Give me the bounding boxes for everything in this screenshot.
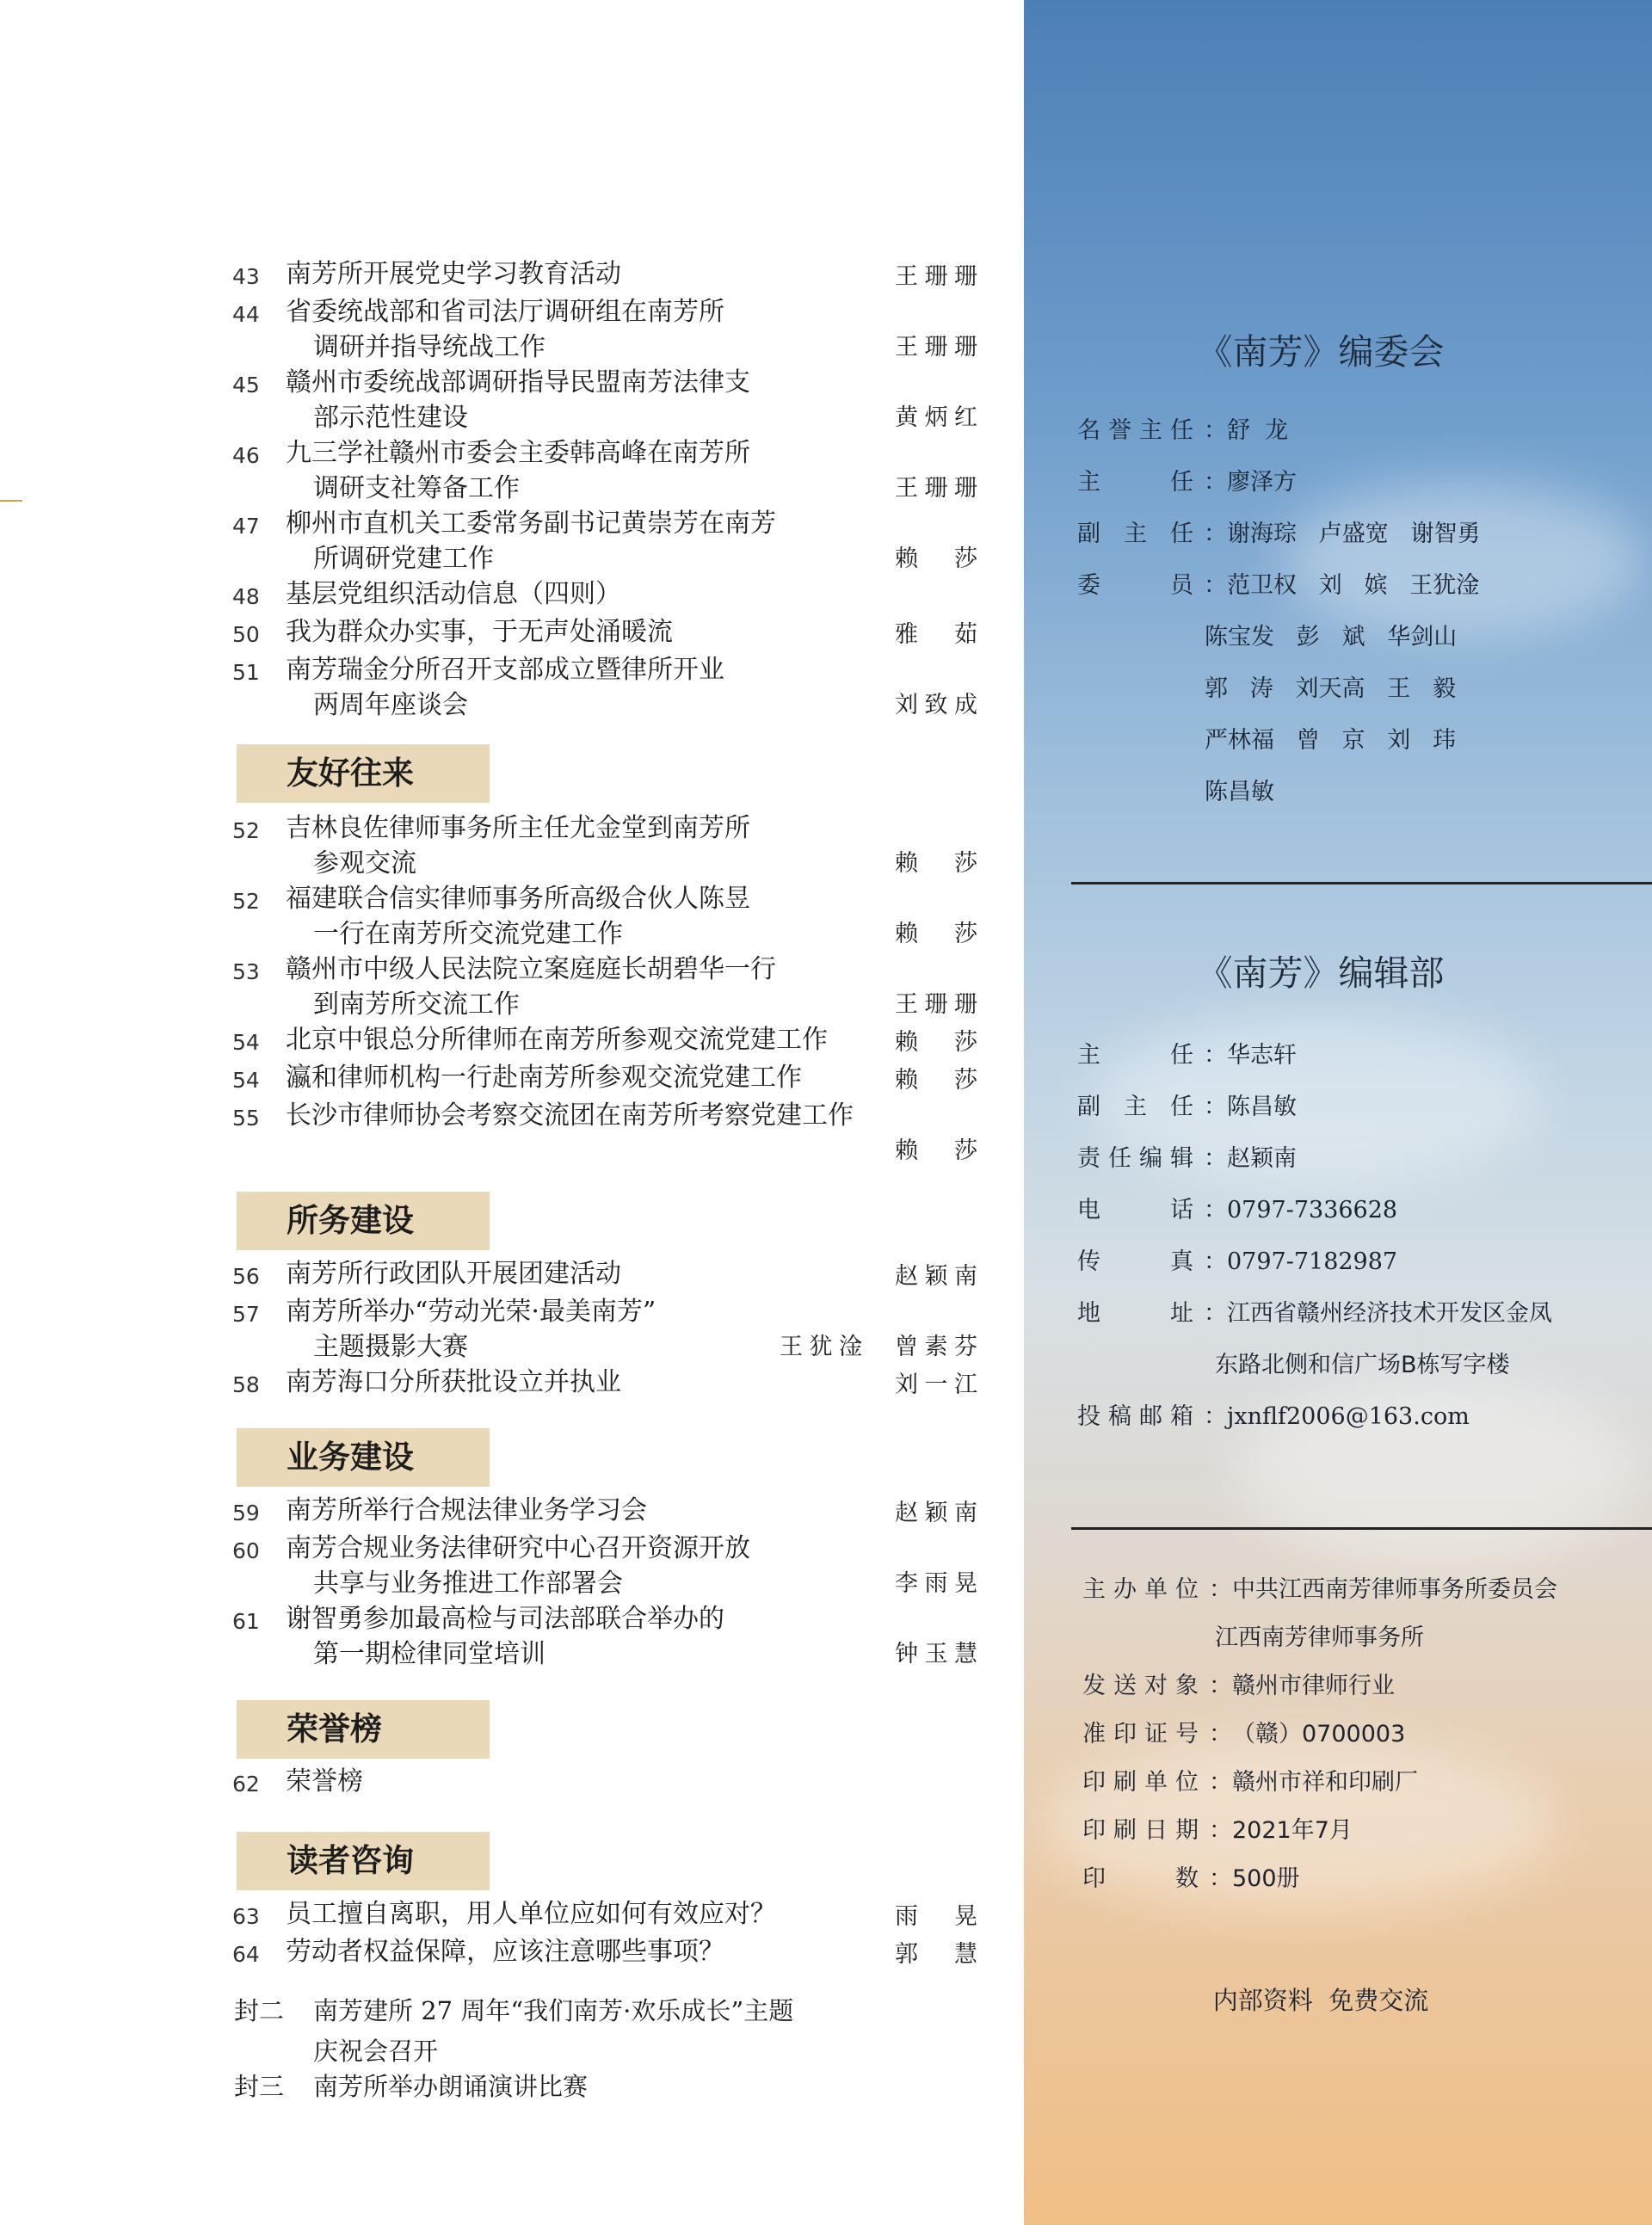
entry-author: 赖 莎: [895, 1137, 977, 1164]
entry-title: 我为群众办实事，于无声处涌暖流: [286, 617, 673, 647]
toc-group-honor: [232, 1764, 977, 1802]
toc-entry[interactable]: [232, 506, 977, 576]
page-number: 54: [232, 1030, 260, 1055]
masthead-panel: [1024, 0, 1652, 2225]
entry-author: 刘一江: [895, 1371, 977, 1398]
editorial-title: 《南芳》编辑部: [1197, 952, 1445, 994]
toc-entry[interactable]: [232, 256, 977, 294]
editorial-email-row: 投稿邮箱 ： jxnflf2006@163.com: [1077, 1400, 1470, 1434]
entry-author: 王珊珊: [895, 263, 977, 290]
page-number: 47: [232, 514, 260, 539]
entry-title: 吉林良佐律师事务所主任尤金堂到南芳所: [286, 813, 750, 843]
row-value: 谢海琮 卢盛宽 谢智勇: [1227, 521, 1481, 547]
page-number: 50: [232, 622, 260, 647]
toc-entry[interactable]: [232, 576, 977, 614]
entry-title: 劳动者权益保障，应该注意哪些事项？: [286, 1937, 724, 1967]
page-number: 58: [232, 1372, 260, 1397]
entry-title-line2: 调研并指导统战工作: [313, 332, 546, 362]
cover-two-entry[interactable]: [234, 1991, 793, 2072]
page-number: 61: [232, 1609, 260, 1634]
entry-title: 荣誉榜: [286, 1766, 363, 1797]
entry-title: 南芳所举行合规法律业务学习会: [286, 1495, 647, 1525]
entry-author: 王珊珊: [895, 475, 977, 502]
cover-tag: 封二: [234, 1996, 285, 2025]
section-heading-honor: 荣誉榜: [237, 1700, 490, 1759]
toc-entry[interactable]: [232, 1022, 977, 1060]
editorial-phone-row: 电话 ： 0797-7336628: [1077, 1193, 1397, 1228]
entry-title: 员工擅自离职，用人单位应如何有效应对？: [286, 1899, 776, 1929]
cover-title: 南芳所举办朗诵演讲比赛: [313, 2072, 589, 2101]
entry-title: 南芳合规业务法律研究中心召开资源开放: [286, 1533, 750, 1563]
cloud-decoration: [1282, 482, 1643, 637]
toc-group-party-building: [232, 256, 977, 723]
row-value: 华志轩: [1227, 1042, 1297, 1069]
editorial-director-row: 主任 ： 华志轩: [1077, 1039, 1297, 1073]
row-value: （赣）0700003: [1232, 1721, 1406, 1747]
page-number: 54: [232, 1068, 260, 1093]
entry-title-line2: 第一期检律同堂培训: [313, 1639, 546, 1669]
entry-title-line2: 主题摄影大赛: [313, 1332, 468, 1362]
editorial-vice-row: 副主任 ： 陈昌敏: [1077, 1090, 1297, 1125]
publisher-host-row: 主办单位 ： 中共江西南芳律师事务所委员会: [1082, 1573, 1557, 1607]
page-number: 60: [232, 1538, 260, 1563]
entry-title: 南芳瑞金分所召开支部成立暨律所开业: [286, 655, 724, 685]
row-label: 主办单位: [1082, 1576, 1199, 1603]
toc-entry[interactable]: [232, 1601, 977, 1672]
row-label: 印刷单位: [1082, 1769, 1199, 1796]
editorial-address-row2: [1215, 1348, 1510, 1383]
page-number: 55: [232, 1106, 260, 1131]
toc-entry[interactable]: [232, 952, 977, 1022]
entry-title: 瀛和律师机构一行赴南芳所参观交流党建工作: [286, 1063, 802, 1093]
committee-members-row: [1205, 724, 1456, 758]
entry-author: 钟玉慧: [895, 1641, 977, 1667]
entry-title-line2: 两周年座谈会: [313, 690, 468, 720]
row-label: 印数: [1082, 1865, 1199, 1892]
entry-author: 曾素芬: [895, 1334, 977, 1360]
row-label: 准印证号: [1082, 1721, 1199, 1747]
page-number: 45: [232, 373, 260, 398]
toc-entry[interactable]: [232, 881, 977, 952]
toc-entry[interactable]: [232, 294, 977, 365]
toc-entry[interactable]: [232, 1256, 977, 1294]
entry-title-line2: 部示范性建设: [313, 403, 468, 433]
entry-title: 南芳所举办“劳动光荣·最美南芳”: [286, 1297, 656, 1327]
publisher-count-row: 印数 ： 500册: [1082, 1862, 1300, 1896]
committee-members-row: 委员 ： 范卫权 刘 嫔 王犹淦: [1077, 569, 1479, 603]
page-number: 44: [232, 302, 260, 327]
row-value: 江西南芳律师事务所: [1215, 1624, 1424, 1651]
page-number: 59: [232, 1501, 260, 1525]
entry-title-line2: 共享与业务推进工作部署会: [313, 1569, 623, 1599]
committee-honorary-row: 名誉主任 ： 舒 龙: [1077, 414, 1288, 448]
editorial-editor-row: 责任编辑 ： 赵颖南: [1077, 1142, 1297, 1176]
row-value: 500册: [1232, 1865, 1300, 1892]
toc-entry[interactable]: [232, 1098, 977, 1168]
toc-group-reader: [232, 1896, 977, 1972]
entry-author: 刘致成: [895, 692, 977, 718]
entry-author: 赖 莎: [895, 545, 977, 572]
entry-title: 南芳所行政团队开展团建活动: [286, 1259, 621, 1289]
entry-author: 郭 慧: [895, 1941, 977, 1968]
address-value: 东路北侧和信广场B栋写字楼: [1215, 1352, 1510, 1378]
address-value: 江西省赣州经济技术开发区金凤: [1227, 1300, 1552, 1327]
entry-author: 雅 茹: [895, 621, 977, 648]
toc-entry[interactable]: [232, 1294, 977, 1365]
toc-entry[interactable]: [232, 1896, 977, 1934]
section-heading-friendship: 友好往来: [237, 744, 490, 803]
editorial-fax-row: 传真 ： 0797-7182987: [1077, 1245, 1397, 1279]
page-number: 63: [232, 1904, 260, 1929]
row-value: 2021年7月: [1232, 1817, 1353, 1844]
publisher-printer-row: 印刷单位 ： 赣州市祥和印刷厂: [1082, 1766, 1418, 1800]
toc-entry[interactable]: [232, 1060, 977, 1098]
section-heading-office: 所务建设: [237, 1192, 490, 1250]
row-value: 舒 龙: [1227, 417, 1289, 444]
entry-author: 赖 莎: [895, 1029, 977, 1056]
row-label: 印刷日期: [1082, 1817, 1199, 1844]
row-value: 郭 涛 刘天高 王 毅: [1205, 675, 1456, 702]
toc-group-business: [232, 1493, 977, 1672]
toc-group-friendship: [232, 810, 977, 1168]
entry-title: 南芳所开展党史学习教育活动: [286, 259, 621, 289]
committee-members-row: [1205, 672, 1456, 706]
cover-tag: 封三: [234, 2072, 285, 2101]
toc-group-office: [232, 1256, 977, 1402]
entry-title: 基层党组织活动信息（四则）: [286, 579, 621, 609]
entry-title: 赣州市中级人民法院立案庭庭长胡碧华一行: [286, 954, 776, 984]
entry-title-line2: 参观交流: [313, 848, 416, 878]
row-value: 陈昌敏: [1205, 779, 1274, 805]
entry-title-line2: 所调研党建工作: [313, 544, 494, 574]
row-label: 电话: [1077, 1197, 1193, 1223]
committee-members-row: [1205, 620, 1457, 655]
entry-author: 雨 晃: [895, 1903, 977, 1930]
entry-author: 赵颖南: [895, 1500, 977, 1526]
row-value: 陈宝发 彭 斌 华剑山: [1205, 624, 1458, 650]
phone-value: 0797-7336628: [1227, 1197, 1398, 1223]
row-label: 地址: [1077, 1300, 1193, 1327]
page-number: 48: [232, 584, 260, 609]
row-value: 陈昌敏: [1227, 1094, 1297, 1120]
publisher-permit-row: 准印证号 ： （赣）0700003: [1082, 1717, 1405, 1752]
entry-title: 北京中银总分所律师在南芳所参观交流党建工作: [286, 1025, 828, 1055]
entry-title: 南芳海口分所获批设立并执业: [286, 1367, 621, 1397]
row-label: 委员: [1077, 572, 1193, 599]
page-number: 43: [232, 264, 260, 289]
row-value: 廖泽方: [1227, 469, 1297, 496]
entry-title: 省委统战部和省司法厅调研组在南芳所: [286, 297, 724, 327]
section-heading-business: 业务建设: [237, 1428, 490, 1487]
entry-title-line2: 到南芳所交流工作: [313, 989, 520, 1020]
entry-author: 王珊珊: [895, 334, 977, 361]
publisher-host-row2: [1215, 1621, 1424, 1655]
internal-material-note: 内部资料 免费交流: [1212, 1986, 1429, 2015]
row-label: 传真: [1077, 1248, 1193, 1275]
entry-title-line2: 调研支社筹备工作: [313, 473, 520, 503]
row-label: 副主任: [1077, 1094, 1193, 1120]
entry-authors: [780, 1329, 977, 1365]
toc-entry[interactable]: [232, 1764, 977, 1802]
section-divider: [1071, 1527, 1652, 1530]
committee-director-row: 主任 ： 廖泽方: [1077, 465, 1297, 500]
entry-author: 赖 莎: [895, 921, 977, 947]
row-value: 赣州市律师行业: [1232, 1673, 1395, 1699]
committee-vice-row: 副主任 ： 谢海琮 卢盛宽 谢智勇: [1077, 517, 1481, 552]
page-number: 52: [232, 818, 260, 843]
fax-value: 0797-7182987: [1227, 1248, 1398, 1275]
row-label: 主任: [1077, 1042, 1193, 1069]
row-label: 主任: [1077, 469, 1193, 496]
row-value: 范卫权 刘 嫔 王犹淦: [1227, 572, 1480, 599]
entry-author: 赖 莎: [895, 1067, 977, 1094]
row-label: 责任编辑: [1077, 1145, 1193, 1172]
entry-author: 赖 莎: [895, 850, 977, 877]
toc-entry[interactable]: [232, 1365, 977, 1402]
row-value: 中共江西南芳律师事务所委员会: [1232, 1576, 1557, 1603]
entry-title: 福建联合信实律师事务所高级合伙人陈昱: [286, 884, 750, 914]
row-label: 名誉主任: [1077, 417, 1193, 444]
cover-title: 南芳建所 27 周年“我们南芳·欢乐成长”主题 庆祝会召开: [313, 1996, 794, 2066]
toc-entry[interactable]: [232, 810, 977, 881]
entry-title: 长沙市律师协会考察交流团在南芳所考察党建工作: [286, 1100, 854, 1131]
toc-entry[interactable]: [232, 435, 977, 506]
entry-author: 赵颖南: [895, 1263, 977, 1290]
toc-entry[interactable]: [232, 365, 977, 435]
toc-entry[interactable]: [232, 1493, 977, 1531]
entry-title: 柳州市直机关工委常务副书记黄崇芳在南芳: [286, 508, 776, 539]
page-number: 46: [232, 443, 260, 468]
page-number: 62: [232, 1772, 260, 1797]
committee-title: 《南芳》编委会: [1197, 331, 1445, 373]
publisher-target-row: 发送对象 ： 赣州市律师行业: [1082, 1669, 1395, 1704]
toc-entry[interactable]: [232, 1531, 977, 1601]
row-value: 赵颖南: [1227, 1145, 1297, 1172]
page-number: 51: [232, 660, 260, 685]
row-value: 赣州市祥和印刷厂: [1232, 1769, 1418, 1796]
cover-three-entry[interactable]: [234, 2067, 588, 2107]
row-label: 发送对象: [1082, 1673, 1199, 1699]
committee-members-row: [1205, 775, 1274, 810]
entry-author: 王犹淦: [780, 1334, 862, 1360]
row-label: 投稿邮箱: [1077, 1403, 1193, 1430]
page-number: 53: [232, 959, 260, 984]
entry-title: 九三学社赣州市委会主委韩高峰在南芳所: [286, 438, 750, 468]
toc-entry[interactable]: [232, 1934, 977, 1972]
page-number: 52: [232, 889, 260, 914]
entry-title: 赣州市委统战部调研指导民盟南芳法律支: [286, 367, 750, 398]
section-divider: [1071, 882, 1652, 884]
entry-author: 王珊珊: [895, 991, 977, 1018]
page-number: 57: [232, 1302, 260, 1327]
entry-author: 李雨晃: [895, 1570, 977, 1597]
entry-title: 谢智勇参加最高检与司法部联合举办的: [286, 1604, 724, 1634]
page-number: 64: [232, 1942, 260, 1967]
page-number: 56: [232, 1264, 260, 1289]
row-value: 严林福 曾 京 刘 玮: [1205, 727, 1456, 754]
entry-author: 黄炳红: [895, 404, 977, 431]
toc-entry[interactable]: [232, 614, 977, 652]
section-heading-reader: 读者咨询: [237, 1832, 490, 1890]
crop-mark: [0, 500, 22, 502]
toc-entry[interactable]: [232, 652, 977, 723]
entry-title-line2: 一行在南芳所交流党建工作: [313, 919, 623, 949]
row-label: 副主任: [1077, 521, 1193, 547]
email-link[interactable]: jxnflf2006@163.com: [1227, 1403, 1470, 1430]
editorial-address-row: 地址 ： 江西省赣州经济技术开发区金凤: [1077, 1297, 1552, 1331]
publisher-date-row: 印刷日期 ： 2021年7月: [1082, 1814, 1353, 1848]
